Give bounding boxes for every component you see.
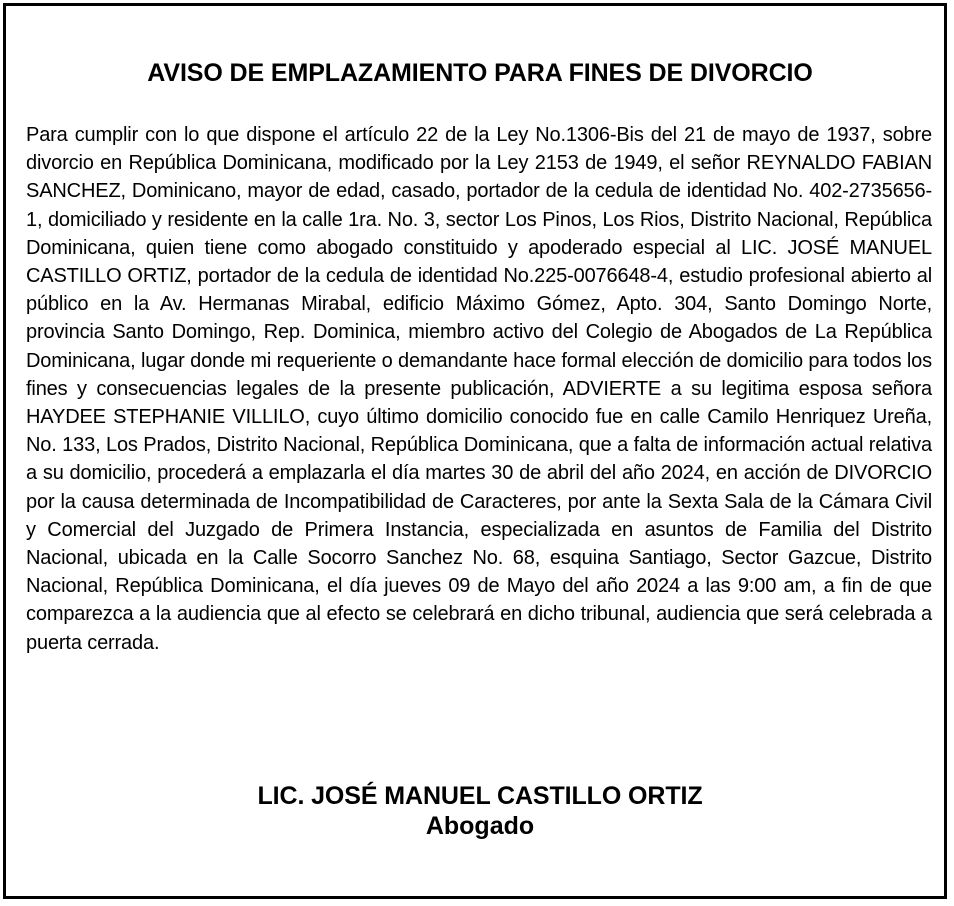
signature-block — [6, 781, 954, 841]
signature-name: LIC. JOSÉ MANUEL CASTILLO ORTIZ — [257, 782, 703, 810]
notice-title: AVISO DE EMPLAZAMIENTO PARA FINES DE DIVORCIO — [147, 59, 813, 87]
signature-role: Abogado — [425, 812, 535, 840]
notice-frame — [3, 3, 947, 899]
notice-body: Para cumplir con lo que dispone el artículo 22 de la Ley No.1306-Bis del 21 de mayo de 1937, sobre divorcio en República Dominicana, modificado por la Ley 2153 de 1949, el señor REYNALDO FABIAN SANCHEZ, Dominicano, mayor de edad, casado, portador de la cedula de identidad No. 402-2735656-1, domiciliado y residente en la calle 1ra. No. 3, sector Los Pinos, Los Rios, Distrito Nacional, República Dominicana, quien tiene como abogado constituido y apoderado especial al LIC. JOSÉ MANUEL CASTILLO ORTIZ, portador de la cedula de identidad No.225-0076648-4, estudio profesional abierto al público en la Av. Hermanas Mirabal, edificio Máximo Gómez, Apto. 304, Santo Domingo Norte, provincia Santo Domingo, Rep. Dominica, miembro activo del Colegio de Abogados de La República Dominicana, lugar donde mi requeriente o demandante hace formal elección de domicilio para todos los fines y consecuencias legales de la presente publicación, ADVIERTE a su legitima esposa señora HAYDEE STEPHANIE VILLILO, cuyo último domicilio conocido fue en calle Camilo Henriquez Ureña, No. 133, Los Prados, Distrito Nacional, República Dominicana, que a falta de información actual relativa a su domicilio, procederá a emplazarla el día martes 30 de abril del año 2024, en acción de DIVORCIO por la causa determinada de Incompatibilidad de Caracteres, por ante la Sexta Sala de la Cámara Civil y Comercial del Juzgado de Primera Instancia, especializada en asuntos de Familia del Distrito Nacional, ubicada en la Calle Socorro Sanchez No. 68, esquina Santiago, Sector Gazcue, Distrito Nacional, República Dominicana, el día jueves 09 de Mayo del año 2024 a las 9:00 am, a fin de que comparezca a la audiencia que al efecto se celebrará en dicho tribunal, audiencia que será celebrada a puerta cerrada. — [26, 124, 932, 654]
